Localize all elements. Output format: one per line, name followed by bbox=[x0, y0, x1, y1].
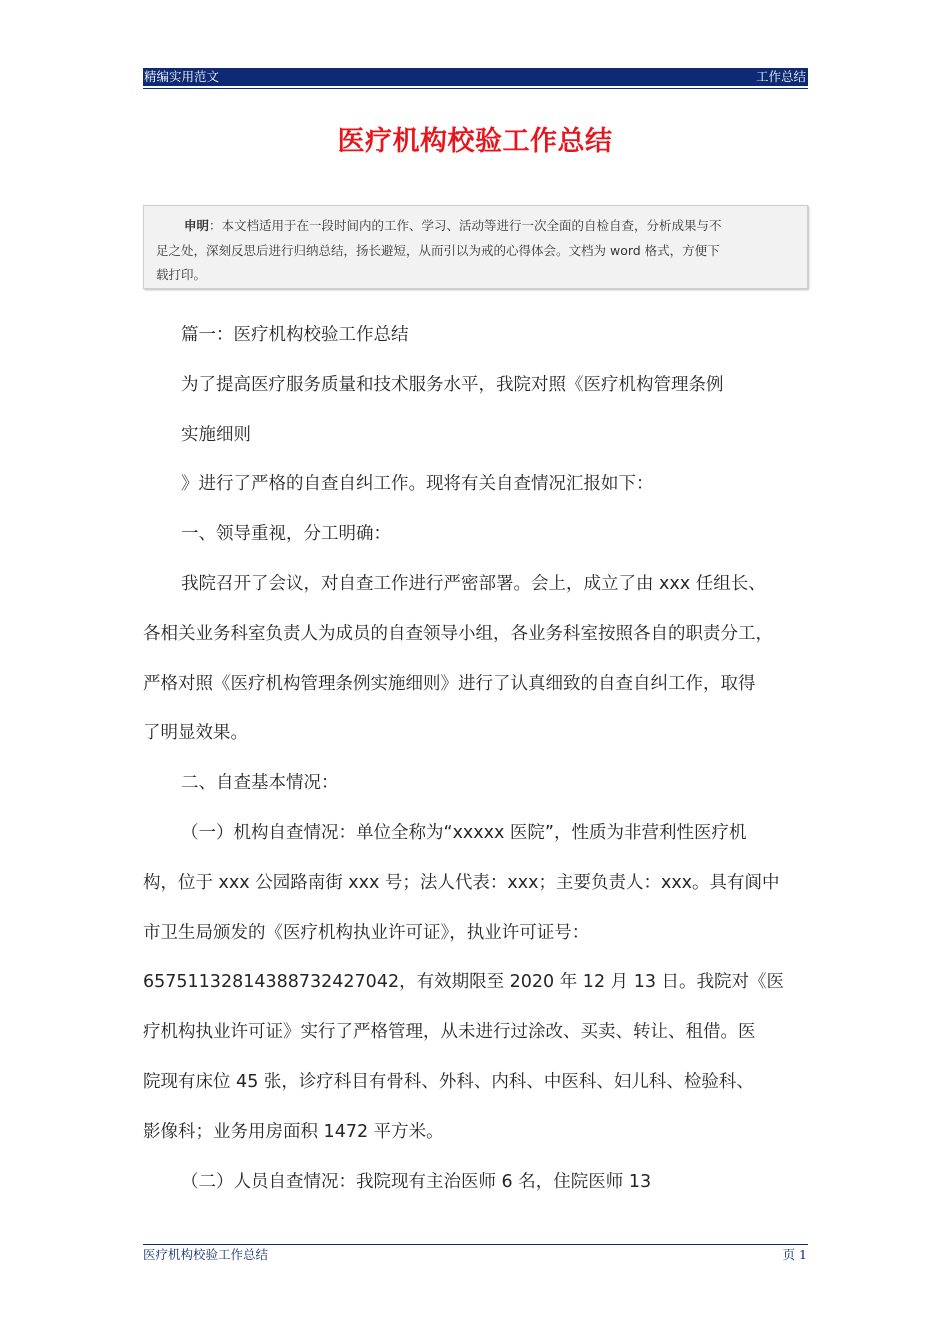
page-number: 页 1 bbox=[782, 1247, 807, 1262]
page-header bbox=[143, 68, 808, 86]
paragraph-line: 为了提高医疗服务质量和技术服务水平，我院对照《医疗机构管理条例 bbox=[181, 374, 724, 395]
paragraph-line: 》进行了严格的自查自纠工作。现将有关自查情况汇报如下： bbox=[181, 474, 654, 495]
notice-line-3: 载打印。 bbox=[156, 267, 207, 282]
paragraph-line: 疗机构执业许可证》实行了严格管理，从未进行过涂改、买卖、转让、租借。医 bbox=[143, 1022, 756, 1043]
paragraph-line: 严格对照《医疗机构管理条例实施细则》进行了认真细致的自查自纠工作，取得 bbox=[143, 673, 756, 694]
footer-title: 医疗机构校验工作总结 bbox=[143, 1247, 269, 1262]
paragraph-line: 65751132814388732427042，有效期限至 2020 年 12 月 13 日。我院对《医 bbox=[143, 972, 785, 993]
notice-line-2: 足之处，深刻反思后进行归纳总结，扬长避短，从而引以为戒的心得体会。文档为 word 格式，方便下 bbox=[156, 242, 720, 258]
section-heading: 二、自查基本情况： bbox=[181, 773, 339, 794]
paragraph-line: （二）人员自查情况：我院现有主治医师 6 名，住院医师 13 bbox=[181, 1171, 652, 1192]
paragraph-line: 实施细则 bbox=[181, 424, 251, 445]
header-left-text: 精编实用范文 bbox=[144, 69, 220, 84]
paragraph-line: 院现有床位 45 张，诊疗科目有骨科、外科、内科、中医科、妇儿科、检验科、 bbox=[143, 1071, 754, 1092]
paragraph-line: 市卫生局颁发的《医疗机构执业许可证》，执业许可证号： bbox=[143, 922, 590, 943]
paragraph-line: 构，位于 xxx 公园路南街 xxx 号；法人代表：xxx；主要负责人：xxx。具有阆中 bbox=[143, 872, 780, 893]
paragraph-line: （一）机构自查情况：单位全称为“xxxxx 医院”，性质为非营利性医疗机 bbox=[181, 822, 747, 843]
paragraph-line: 影像科；业务用房面积 1472 平方米。 bbox=[143, 1121, 444, 1142]
section-heading: 一、领导重视，分工明确： bbox=[181, 524, 391, 545]
notice-line-1 bbox=[156, 214, 795, 239]
document-title: 医疗机构校验工作总结 bbox=[337, 126, 613, 157]
notice-label: 申明 bbox=[184, 218, 210, 233]
header-right-text: 工作总结 bbox=[755, 69, 806, 84]
document-body bbox=[143, 311, 823, 1207]
paragraph-line: 各相关业务科室负责人为成员的自查领导小组，各业务科室按照各自的职责分工， bbox=[143, 623, 773, 644]
paragraph-line: 了明显效果。 bbox=[143, 723, 248, 744]
footer-divider bbox=[143, 1244, 808, 1245]
paragraph-line: 我院召开了会议，对自查工作进行严密部署。会上，成立了由 xxx 任组长、 bbox=[181, 573, 766, 594]
header-divider bbox=[143, 88, 808, 89]
section-heading-1: 篇一：医疗机构校验工作总结 bbox=[181, 325, 409, 345]
notice-box bbox=[143, 205, 808, 289]
notice-text-1: ：本文档适用于在一段时间内的工作、学习、活动等进行一次全面的自检自查，分析成果与不 bbox=[209, 218, 722, 233]
